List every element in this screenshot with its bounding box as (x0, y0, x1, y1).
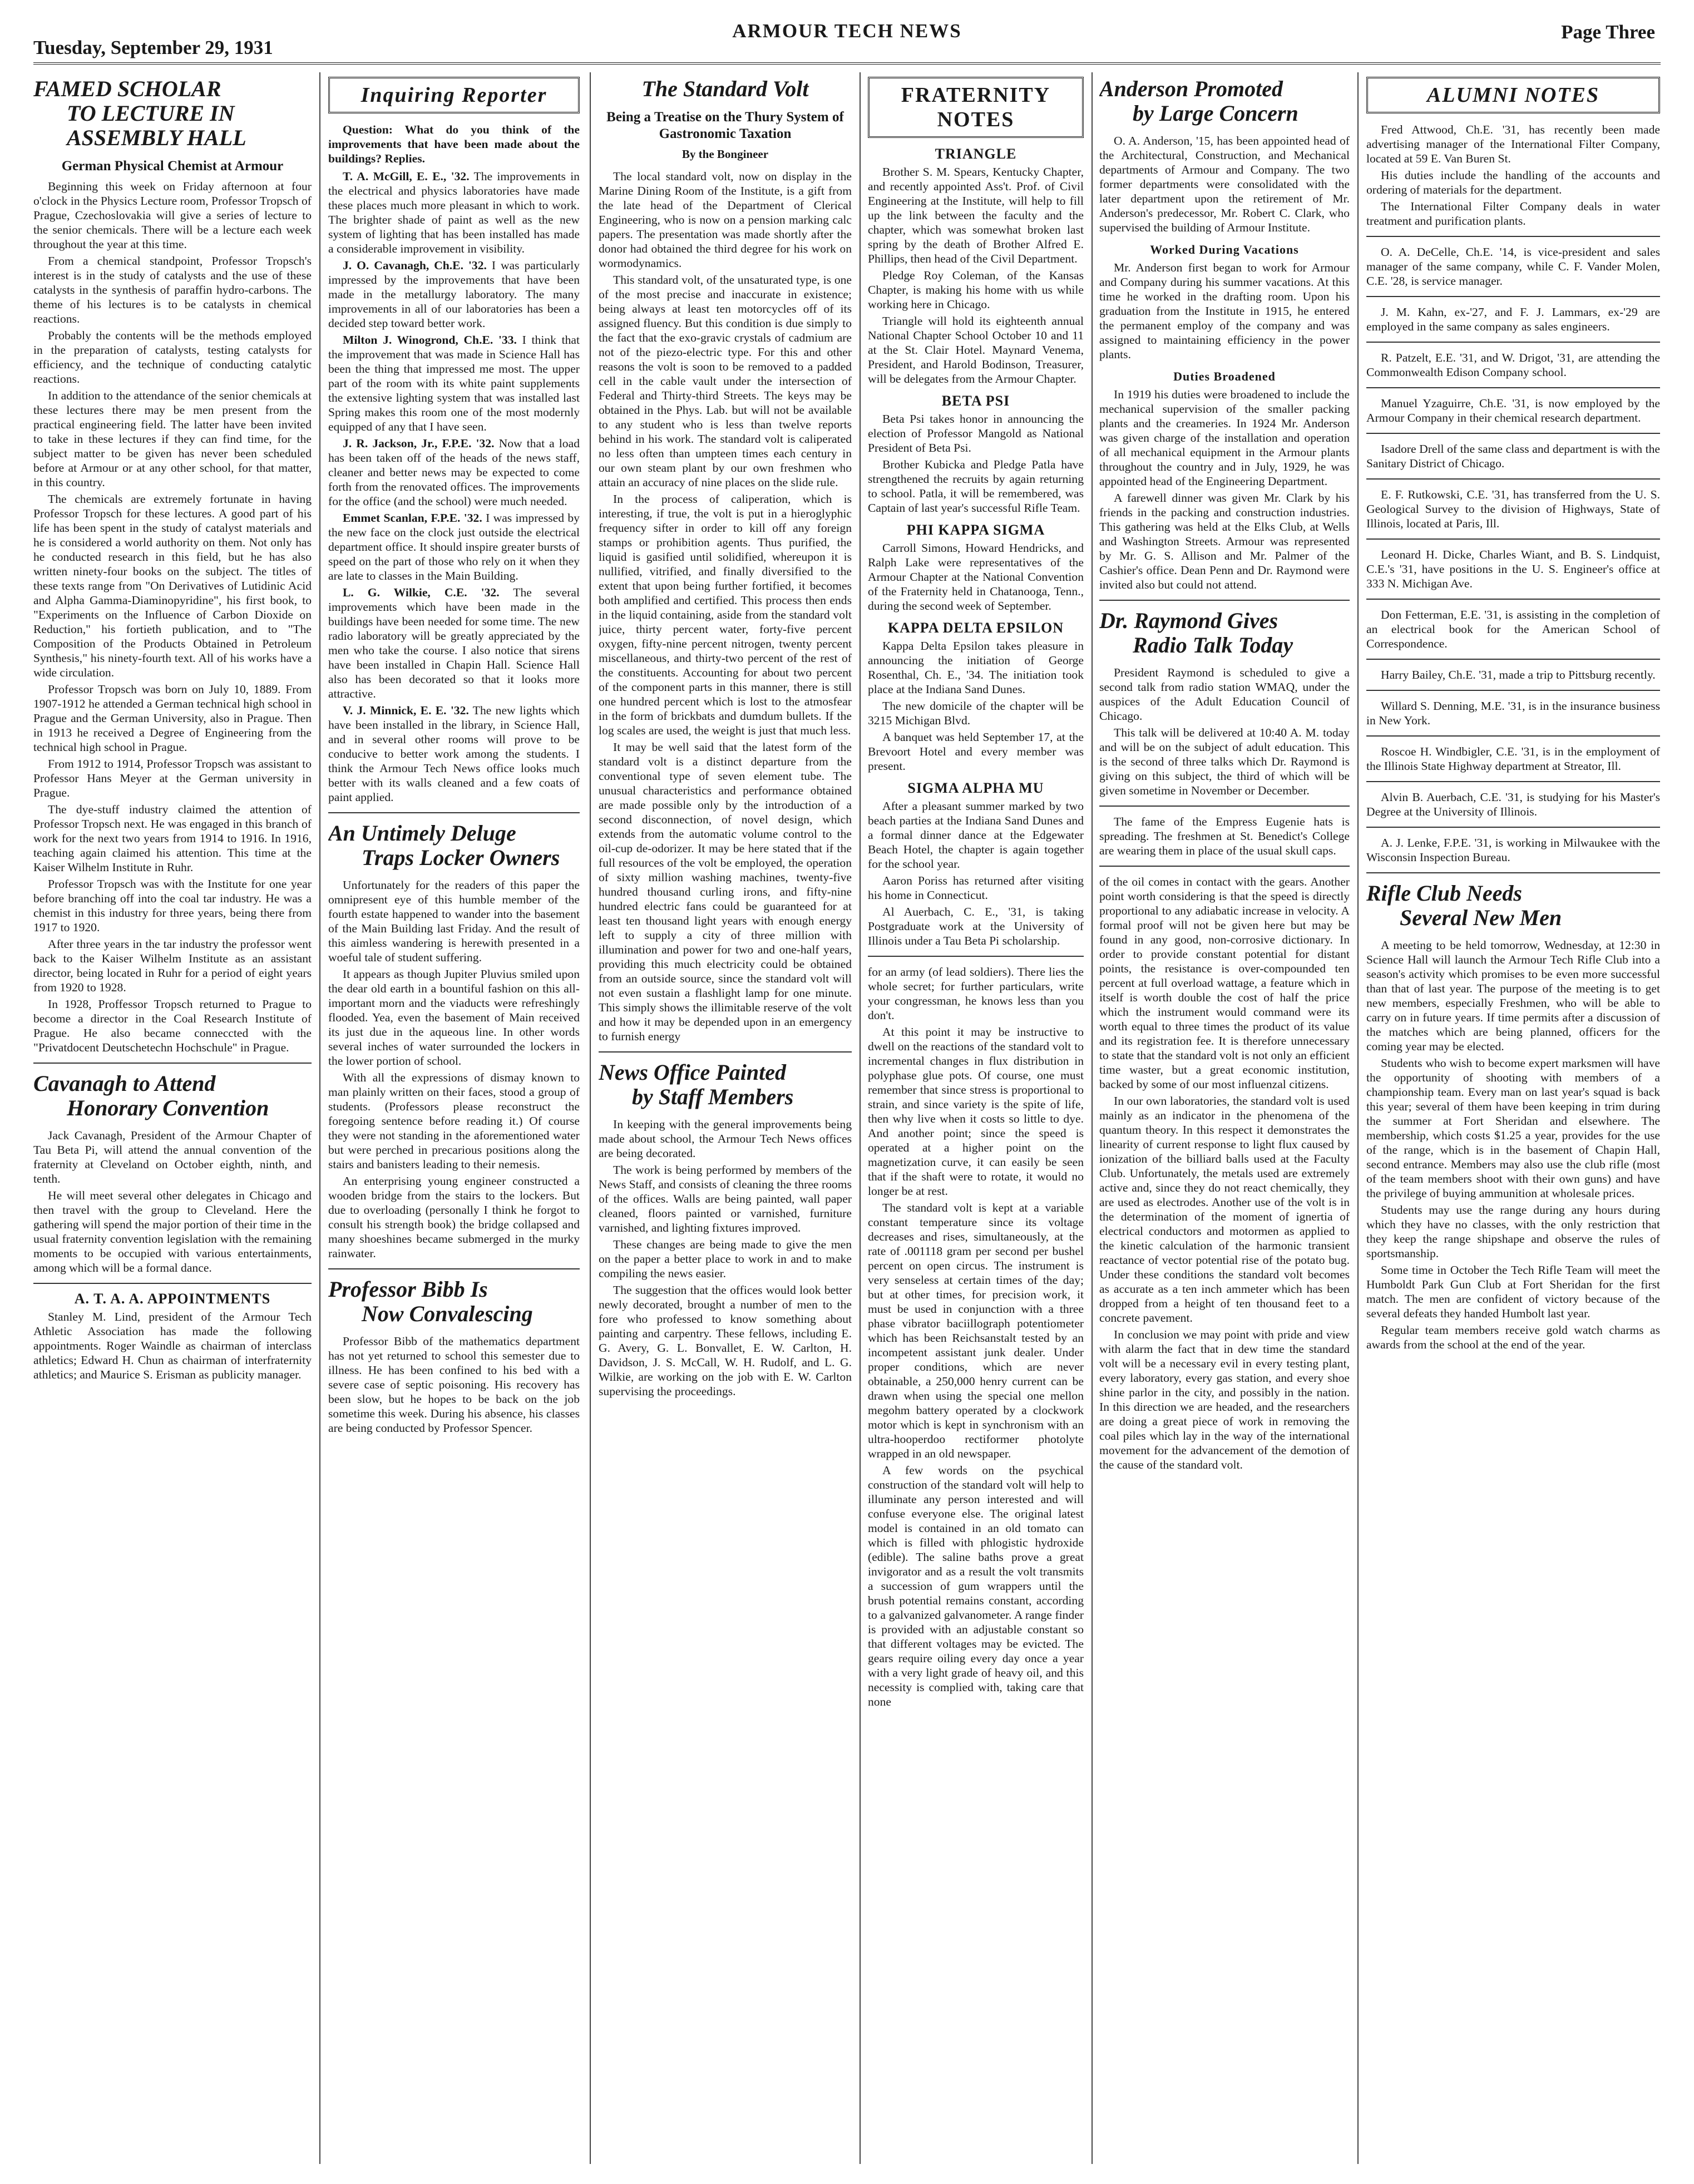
column-6 (1366, 72, 1660, 2164)
alumni-note: Don Fetterman, E.E. '31, is assisting in the completion of an electrical book for the American School of Correspondence. (1366, 608, 1660, 650)
article-paragraph: Mr. Anderson first began to work for Armour and Company during his summer vacations. At this time he worked in the drafting room. Upon his graduation from the Institute in 1915, he entered the permanent employ of the company and was assigned to maintaining efficiency in the power plants. (1099, 261, 1350, 361)
column-divider (590, 72, 591, 2164)
byline: By the Bongineer (681, 147, 769, 161)
alumni-note: E. F. Rutkowski, C.E. '31, has transferred from the U. S. Geological Survey to the division of Highways, State of Illinois, located at Paris, Ill. (1366, 488, 1660, 530)
reply: J. O. Cavanagh, Ch.E. '32. I was particularly impressed by the improvements that have been made in the metallurgy laboratory. The many improvements in all of our laboratories has been a decided step toward better work. (328, 259, 580, 330)
separator (328, 1268, 580, 1269)
alumni-note: Isadore Drell of the same class and department is with the Sanitary District of Chicago. (1366, 442, 1660, 470)
alumni-note: O. A. DeCelle, Ch.E. '14, is vice-president and sales manager of the same company, while C. F. Vander Molen, C.E. '28, is service manager. (1366, 245, 1660, 288)
article-paragraph: The fame of the Empress Eugenie hats is spreading. The freshmen at St. Benedict's College are wearing them in place of the usual skull caps. (1099, 815, 1350, 857)
separator (599, 1051, 852, 1053)
article-paragraph: In 1919 his duties were broadened to include the mechanical supervision of the smaller packing plants and the creameries. In 1924 Mr. Anderson was given charge of the installation and operation of all mechanical equipment in the Armour plants throughout the country and in July, 1929, he was appointed head of the Engineering Department. (1099, 388, 1350, 488)
article-paragraph: Professor Tropsch was born on July 10, 1889. From 1907-1912 he attended a German technical high school in Prague and the German University, also in Prague. Then in 1913 he received a Degree of Engineering from the technical high school in Prague. (33, 683, 312, 754)
separator (1099, 866, 1350, 867)
standard-volt-headline: The Standard Volt (641, 76, 809, 101)
separator (33, 1063, 312, 1064)
article-paragraph: O. A. Anderson, '15, has been appointed head of the Architectural, Construction, and Mechanical departments of Armour and Company. The two former departments were consolidated with the later department upon the retirement of Mr. Anderson's predecessor, Mr. Robert C. Clark, who supervised the building of Armour Institute. (1099, 134, 1350, 234)
article-paragraph: The chemicals are extremely fortunate in having Professor Tropsch for these lectures. A good part of his life has been spent in the study of catalyst materials and he is considered a world authority on them. Not only has he conducted research in this field, but he has also written ninety-four books on the subject. The titles of these texts range from "On Derivatives of Lutidinic Acid and Alpha Gamma-Diaminopyridine", his first book, to "Experiments on the Influence of Carbon Dioxide on Reduction," his fortieth publication, and to "The Composition of the Products Obtained in Petroleum Synthesis," his ninety-fourth text. All of his works have a wide circulation. (33, 492, 312, 679)
article-paragraph: In the process of caliperation, which is interesting, if true, the volt is put in a hieroglyphic frequency sifter in order to kill off any foreign stamps or prohibition agents. Thus purified, the liquid is gasified until solidified, whereupon it is nullified, vitrified, and finally diversified to the extent that upon being further fortified, it becomes both amplified and certified. This process then ends in the liquid containing, aside from the standard volt juice, thirty percent water, forty-five percent oxygen, fifty-nine percent nitrogen, twenty percent miscellaneous, and thirty-two percent of the rest of the constituents. Accounting for about two percent of the component parts in this manner, there is still one hundred percent which is lost to the atmosfear in the form of brickbats and dumdum bullets. If the log scales are used, the weight is just that much less. (599, 492, 852, 737)
article-paragraph: Some time in October the Tech Rifle Team will meet the Humboldt Park Gun Club at Fort Sheridan for the first match. The men are confident of victory because of the several defeats they handed Humbolt last year. (1366, 1263, 1660, 1320)
article-paragraph: The dye-stuff industry claimed the attention of Professor Tropsch next. He was engaged in this branch of work for the next two years from 1914 to 1916. In 1916, teaching again claimed his attention. This time at the Kaiser Wilhelm Institute in Ruhr. (33, 803, 312, 874)
alumni-note: Leonard H. Dicke, Charles Wiant, and B. S. Lindquist, C.E.'s '31, have positions in the U. S. Engineer's office at 333 N. Michigan Ave. (1366, 548, 1660, 590)
separator (1366, 478, 1660, 480)
alumni-note: A. J. Lenke, F.P.E. '31, is working in Milwaukee with the Wisconsin Inspection Bureau. (1366, 836, 1660, 864)
article-paragraph: Students who wish to become expert marksmen will have the opportunity of shooting with members of a championship team. Every man on last year's squad is back this year; several of them have been keeping in trim during the summer at Fort Sheridan and elsewhere. The membership, which costs $1.25 a year, provides for the use of the range, which is in the basement of Chapin Hall, second entrance. Members may also use the club rifle (most of the team members shoot with their own guns) and have the privilege of buying ammunition at wholesale prices. (1366, 1056, 1660, 1200)
article-paragraph: With all the expressions of dismay known to man plainly written on their faces, stood a group of students. (Professors please reconstruct the foregoing sentence before reading it.) Of course they were not standing in the aforementioned water but were perched in precarious positions along the stairs and banisters leading to their nemesis. (328, 1071, 580, 1171)
separator (33, 1283, 312, 1284)
article-paragraph: Unfortunately for the readers of this paper the omnipresent eye of this humble member of the fourth estate happened to wander into the basement of the Main Building last Friday. And the result of this aimless wandering is herewith presented in a woeful tale of student suffering. (328, 878, 580, 964)
article-paragraph: A banquet was held September 17, at the Brevoort Hotel and every member was present. (868, 730, 1084, 773)
article-paragraph: Triangle will hold its eighteenth annual National Chapter School October 10 and 11 at the St. Clair Hotel. Maynard Venema, President, and Harold Bodinson, Treasurer, will be delegates from the Armour Chapter. (868, 314, 1084, 386)
column-divider (1092, 72, 1093, 2164)
subheading: Worked During Vacations (1150, 243, 1299, 256)
article-paragraph: These changes are being made to give the men on the paper a better place to work in and to make compiling the news easier. (599, 1238, 852, 1280)
separator (1366, 296, 1660, 297)
article-paragraph: Pledge Roy Coleman, of the Kansas Chapter, is making his home with us while working here in Chicago. (868, 269, 1084, 311)
issue-date: Tuesday, September 29, 1931 (33, 37, 273, 58)
cavanagh-headline: Cavanagh to Attend Honorary Convention (33, 1071, 269, 1120)
alumni-note: Willard S. Denning, M.E. '31, is in the insurance business in New York. (1366, 699, 1660, 727)
reply: V. J. Minnick, E. E. '32. The new lights which have been installed in the library, in Science Hall, and in several other rooms will prove to be conducive to better work among the students. I think the Armour Tech News office looks much better with its walls cleaned and a few coats of paint applied. (328, 704, 580, 804)
article-paragraph: Brother Kubicka and Pledge Patla have strengthened the recruits by again returning to school. Patla, it will be remembered, was Captain of last year's successful Rifle Team. (868, 458, 1084, 515)
column-divider (860, 72, 861, 2164)
alumni-note: Harry Bailey, Ch.E. '31, made a trip to Pittsburg recently. (1381, 668, 1656, 681)
fraternity-name: BETA PSI (941, 393, 1010, 409)
article-paragraph: The standard volt is kept at a variable constant temperature since its voltage decreases and rises, simultaneously, at the rate of .001118 gram per second per bushel percent on open circus. The instrument is very senseless at certain times of the day; but at other times, for precision work, it must be used in conjunction with a three phase vibrator baciillograph potentiometer which has been Reichsanstalt tested by an incompetent assistant junk dealer. Under proper conditions, which are never obtainable, a 250,000 henry current can be drawn when using the special one mellon megohm battery operated by a clockwork motor which is kept in synchronism with an ultra-hooperdoo rectiformer photolyte wrapped in an old newspaper. (868, 1201, 1084, 1460)
separator (1366, 538, 1660, 540)
article-paragraph: He will meet several other delegates in Chicago and then travel with the group to Cleveland. Here the gathering will spend the major portion of their time in the usual fraternity convention legislation with the remaining moments to be occupied with various entertainments, among which will be a formal dance. (33, 1189, 312, 1274)
article-paragraph: After a pleasant summer marked by two beach parties at the Indiana Sand Dunes and a formal dinner dance at the Edgewater Beach Hotel, the chapter is again together for the school year. (868, 799, 1084, 871)
alumni-note: Fred Attwood, Ch.E. '31, has recently been made advertising manager of the International Filter Company, located at 59 E. Van Buren St. (1366, 123, 1660, 165)
standard-volt-subhead: Being a Treatise on the Thury System of Gastronomic Taxation (606, 110, 844, 141)
alumni-notes-headline: ALUMNI NOTES (1366, 77, 1660, 113)
article-paragraph: An enterprising young engineer constructed a wooden bridge from the stairs to the lockers. But due to overloading (personally I think he forgot to consult his strength book) the bridge collapsed and many shoeshines became submerged in the murky rainwater. (328, 1174, 580, 1260)
subheading: Duties Broadened (1173, 369, 1276, 383)
article-paragraph: In conclusion we may point with pride and view with alarm the fact that in dew time the standard volt will be a necessary evil in every testing plant, every laboratory, every gas station, and every shoe shine parlor in the city, and possibly in the nation. In this direction we are headed, and the researchers are doing a great piece of work in removing the coal piles which lay in the way of the international movement for the advancement of the demotion of the cause of the standard volt. (1099, 1328, 1350, 1471)
article-paragraph: The suggestion that the offices would look better newly decorated, brought a number of men to the fore who professed to know something about painting and carpentry. These fellows, including E. G. Avery, G. L. Bonvallet, E. W. Carlton, H. Davidson, J. S. McCall, W. H. Rudolf, and L. G. Wilkie, are working on the job with E. W. Carlton supervising the proceedings. (599, 1283, 852, 1398)
article-paragraph: Students may use the range during any hours during which they have no classes, with the only restriction that they keep the range shipshape and observe the rules of sportsmanship. (1366, 1203, 1660, 1260)
article-paragraph: Al Auerbach, C. E., '31, is taking Postgraduate work at the University of Illinois under a Tau Beta Pi scholarship. (868, 905, 1084, 947)
article-paragraph: Professor Tropsch was with the Institute for one year before branching off into the coal tar industry. He was a chemist in this industry for three years, being there from 1917 to 1920. (33, 877, 312, 934)
separator (1366, 827, 1660, 828)
raymond-headline: Dr. Raymond Gives Radio Talk Today (1099, 608, 1293, 658)
article-paragraph: This talk will be delivered at 10:40 A. M. today and will be on the subject of adult education. This is the second of three talks which Dr. Raymond is giving on this subject, the third of which will be given sometime in November or December. (1099, 726, 1350, 797)
article-paragraph: Beta Psi takes honor in announcing the election of Professor Mangold as National President of Beta Psi. (868, 412, 1084, 454)
article-paragraph: Brother S. M. Spears, Kentucky Chapter, and recently appointed Ass't. Prof. of Civil Engineering at the Institute, will help to fill up the link between the faculty and the chapter, which was somewhat broken last spring by the death of Brother Alfred E. Phillips, then head of the Civil Department. (868, 165, 1084, 265)
article-paragraph: Carroll Simons, Howard Hendricks, and Ralph Lake were representatives of the Armour Chapter at the National Convention of the Fraternity held in Chatanooga, Tenn., during the second week of September. (868, 541, 1084, 612)
article-paragraph: In addition to the attendance of the senior chemicals at these lectures there may be men present from the practical engineering field. The latter have been invited to take in these lectures if they can find time, for the subject matter to be given has never been scheduled before at Armour or at any other school, for that matter, in this country. (33, 389, 312, 489)
separator (868, 956, 1084, 957)
separator (1366, 659, 1660, 660)
article-paragraph: From a chemical standpoint, Professor Tropsch's interest is in the study of catalysts and the use of these catalysts in the synthesis of paraffin hydro-carbons. The theme of his lectures is to be catalysts in chemical reactions. (33, 254, 312, 325)
article-paragraph: A meeting to be held tomorrow, Wednesday, at 12:30 in Science Hall will launch the Armour Tech Rifle Club into a season's activity which promises to be even more successful than that of last year. The purpose of the meeting is to get new members, especially Freshmen, who will be able to carry on in future years. If time permits after a discussion of the matches which are being planned, officers for the coming year may be elected. (1366, 938, 1660, 1053)
bibb-headline: Professor Bibb Is Now Convalescing (328, 1277, 533, 1326)
inquiring-reporter-headline: Inquiring Reporter (328, 77, 580, 113)
article-paragraph: After three years in the tar industry the professor went back to the Kaiser Wilhelm Institute as an assistant director, being located in Ruhr for a period of eight years from 1920 to 1928. (33, 937, 312, 994)
article-paragraph: Regular team members receive gold watch charms as awards from the school at the end of the year. (1366, 1323, 1660, 1351)
separator (1366, 735, 1660, 737)
fraternity-name: SIGMA ALPHA MU (907, 780, 1044, 796)
article-paragraph: Kappa Delta Epsilon takes pleasure in announcing the initiation of George Rosenthal, Ch. E., '34. The initiation took place at the Indiana Sand Dunes. (868, 639, 1084, 696)
article-paragraph: President Raymond is scheduled to give a second talk from radio station WMAQ, under the auspices of the Adult Education Council of Chicago. (1099, 666, 1350, 723)
separator (1366, 387, 1660, 388)
article-paragraph: At this point it may be instructive to dwell on the reactions of the standard volt to incremental changes in flux distribution in polyphase glue pots. Of course, one must remember that since stress is proportional to strain, and since variety is the spite of life, then why live when it costs so little to dye. And another point; since the speed is operated at a higher point on the magnetization curve, it can easily be seen that if the shaft were to rotate, it would no longer be at rest. (868, 1025, 1084, 1198)
separator (328, 812, 580, 813)
anderson-headline: Anderson Promoted by Large Concern (1099, 76, 1298, 126)
reply: Emmet Scanlan, F.P.E. '32. I was impressed by the new face on the clock just outside the electrical department office. It should inspire greater bursts of speed on the part of those who rely on it when they are late to classes in the Main Building. (328, 511, 580, 582)
fraternity-name: TRIANGLE (935, 146, 1017, 162)
article-paragraph: The work is being performed by members of the News Staff, and consists of cleaning the three rooms of the offices. Walls are being painted, wall paper cleaned, floors painted or varnished, furniture varnished, and lighting fixtures improved. (599, 1163, 852, 1234)
article-paragraph: Jack Cavanagh, President of the Armour Chapter of Tau Beta Pi, will attend the annual convention of the fraternity at Cleveland on October eighth, ninth, and tenth. (33, 1129, 312, 1185)
separator (1366, 690, 1660, 691)
article-paragraph: A farewell dinner was given Mr. Clark by his friends in the packing and construction industries. This gathering was held at the Elks Club, at Wells and Washington Streets. Armour was represented by Mr. G. S. Allison and Mr. Palmer of the Cashier's office. Dean Penn and Dr. Raymond were invited also but could not attend. (1099, 491, 1350, 591)
article-paragraph: It may be well said that the latest form of the standard volt is a distinct departure from the conventional type of seven element tube. The unusual characteristics and performance obtained are made possible only by the introduction of a second disconnection, of novel design, which extends from the automatic volume control to the oil-cup de-odorizer. It may be here stated that if the full resources of the volt be employed, the operation of sixty million washing machines, twenty-five hundred thousand curling irons, and fifty-nine hundred electric fans could be guaranteed for at least ten thousand light years with enough energy left to supply a city of three million with illumination and power for two and one-half years, providing this much electricity could be obtained from an outside source, since the standard volt will not even sustain a flashlight lamp for one minute. This simply shows the illimitable reserve of the volt and how it may be depended upon in an emergency to furnish energy (599, 740, 852, 1043)
masthead-rule (33, 62, 1661, 65)
ataa-heading: A. T. A. A. APPOINTMENTS (74, 1291, 271, 1307)
column-2 (328, 72, 580, 2164)
separator (1099, 600, 1350, 601)
separator (1366, 342, 1660, 343)
reply: T. A. McGill, E. E., '32. The improvements in the electrical and physics laboratories have made these places much more pleasant in which to work. The brighter shade of paint as well as the new system of lighting that has been installed has made a considerable improvement in visibility. (328, 170, 580, 255)
alumni-note: The International Filter Company deals in water treatment and purification plants. (1366, 200, 1660, 228)
column-4 (868, 72, 1084, 2164)
article-paragraph: Professor Bibb of the mathematics department has not yet returned to school this semester due to illness. He has been confined to his bed with a severe case of septic poisoning. His recovery has been slow, but he hopes to be back on the job sometime this week. During his absence, his classes are being conducted by Professor Spencer. (328, 1335, 580, 1435)
article-paragraph: Stanley M. Lind, president of the Armour Tech Athletic Association has made the following appointments. Roger Waindle as chairman of interclass athletics; Edward H. Chun as chairman of interfraternity athletics; and Maurice S. Erisman as publicity manager. (33, 1310, 312, 1381)
fraternity-notes-headline: FRATERNITY NOTES (868, 77, 1084, 138)
column-3 (599, 72, 852, 2164)
article-paragraph: Probably the contents will be the methods employed in the preparation of catalysts, testing catalysts for efficiency, and the technique of conducting catalytic reactions. (33, 329, 312, 386)
separator (1099, 806, 1350, 807)
news-office-headline: News Office Painted by Staff Members (599, 1060, 794, 1109)
column-1 (33, 72, 312, 2164)
famed-scholar-subhead: German Physical Chemist at Armour (61, 159, 284, 174)
alumni-note: J. M. Kahn, ex-'27, and F. J. Lammars, ex-'29 are employed in the same company as sales engineers. (1366, 305, 1660, 333)
article-paragraph: From 1912 to 1914, Professor Tropsch was assistant to Professor Hans Meyer at the German university in Prague. (33, 757, 312, 799)
reply: Milton J. Winogrond, Ch.E. '33. I think that the improvement that was made in Science Hall has been the thing that impressed me most. The upper part of the room with its white paint supplements the extensive lighting system that was installed last Spring makes this room one of the most modernly equipped of any that I have seen. (328, 333, 580, 433)
fraternity-name: PHI KAPPA SIGMA (906, 522, 1045, 538)
masthead: ARMOUR TECH NEWS (732, 20, 962, 42)
alumni-note: Roscoe H. Windbigler, C.E. '31, is in the employment of the Illinois State Highway department at Streator, Ill. (1366, 745, 1660, 773)
page-number: Page Three (1561, 21, 1655, 43)
article-paragraph: Beginning this week on Friday afternoon at four o'clock in the Physics Lecture room, Professor Tropsch of Prague, Czechoslovakia will give a series of lecture to the senior chemicals. There will be a lecture each week throughout the year at this time. (33, 180, 312, 251)
column-5 (1099, 72, 1350, 2164)
separator (1366, 872, 1660, 873)
rifle-club-headline: Rifle Club Needs Several New Men (1366, 881, 1562, 930)
alumni-note: Manuel Yzaguirre, Ch.E. '31, is now employed by the Armour Company in their chemical research department. (1366, 397, 1660, 424)
article-paragraph: of the oil comes in contact with the gears. Another point worth considering is that the speed is directly proportional to any adiabatic increase in velocity. A formal proof will not be given here but may be found in any good, non-corrosive dictionary. In order to provide constant potential for distant points, the resistance is over-compounded ten percent at full overload wattage, a feature which in itself is worth double the cost of half the price which the instrument would command were its worth equal to three times the product of its value and its registration fee. It is therefore unnecessary to state that the standard volt is not only an efficient time waster, but a great economic institution, backed by some of our most influenzal citizens. (1099, 875, 1350, 1091)
separator (1366, 236, 1660, 237)
separator (1366, 433, 1660, 434)
reply: J. R. Jackson, Jr., F.P.E. '32. Now that a load has been taken off of the heads of the news staff, cleaner and better news may be expected to come forth from the renovated offices. The improvements for the office (and the school) were much needed. (328, 437, 580, 508)
reply: L. G. Wilkie, C.E. '32. The several improvements which have been made in the buildings have been needed for some time. The new radio laboratory will be greatly appreciated by the men who take the course. I also notice that sirens have been installed in Chapin Hall. Science Hall also has been decorated so that it looks more attractive. (328, 586, 580, 700)
reporter-question: Question: What do you think of the improvements that have been made about the buildings? Replies. (328, 123, 580, 165)
article-paragraph: It appears as though Jupiter Pluvius smiled upon the dear old earth in a bountiful fashion on this all-important morn and the viaducts were refreshingly flooded. Yea, even the basement of Main received its just due in the aqueous line. In other words several inches of water surrounded the lockers in the lower portion of school. (328, 967, 580, 1068)
fraternity-name: KAPPA DELTA EPSILON (887, 620, 1064, 636)
article-paragraph: In our own laboratories, the standard volt is used mainly as an indicator in the phenomena of the quantum theory. In this respect it demonstrates the linearity of current response to light flux caused by ionization of the billiard balls used at the Faculty Club. Unfortunately, the metals used are extremely active and, since they do not react chemically, they are used as electrodes. Another use of the volt is in the determination of the moment of ignertia of electrical conductors and motormen as applied to the kinetic calculation of the harmonic transient reactance of vector potential rise of the potato bug. Under these conditions the standard volt becomes as accurate as a ten inch ammeter which has been dropped from a height of ten thousand feet to a concrete pavement. (1099, 1094, 1350, 1325)
article-paragraph: for an army (of lead soldiers). There lies the whole secret; for further particulars, write your congressman, he knows less than you don't. (868, 965, 1084, 1022)
alumni-note: His duties include the handling of the accounts and ordering of materials for the department. (1366, 169, 1660, 196)
article-paragraph: The local standard volt, now on display in the Marine Dining Room of the Institute, is a gift from the late head of the Department of Clerical Engineering, who is now on a pension marking calc papers. The presentation was made shortly after the donor had obtained the third degree for his work on wormodynamics. (599, 170, 852, 270)
deluge-headline: An Untimely Deluge Traps Locker Owners (328, 821, 560, 870)
alumni-note: R. Patzelt, E.E. '31, and W. Drigot, '31, are attending the Commonwealth Edison Company school. (1366, 351, 1660, 379)
article-paragraph: In 1928, Proffessor Tropsch returned to Prague to become a director in the Coal Research Institute of Prague. He also became conneccted with the "Privatdocent Deutschetechn Hochschule" in Prague. (33, 997, 312, 1054)
column-divider (319, 72, 320, 2164)
article-paragraph: A few words on the psychical construction of the standard volt will help to illuminate any person interested and will confuse everyone else. The original latest model is contained in an old tomato can which is filled with phlogistic hydroxide (edible). The saline baths prove a great invigorator and as a result the volt transmits a succession of gum wrappers until the brush potential remains constant, according to a galvanized galvanometer. A range finder is provided with an adjustable constant so that different voltages may be evicted. The gears require oiling every day once a year with a very light grade of heavy oil, and this necessity is complied with, taking care that none (868, 1464, 1084, 1708)
article-paragraph: The new domicile of the chapter will be 3215 Michigan Blvd. (868, 699, 1084, 727)
article-paragraph: Aaron Poriss has returned after visiting his home in Connecticut. (868, 874, 1084, 902)
separator (1366, 599, 1660, 600)
article-paragraph: This standard volt, of the unsaturated type, is one of the most precise and inaccurate in existence; being always at least ten motorcycles off of its assigned fluency. But this condition is due simply to the fact that the exo-gravic crystals of cadmium are not of the piezo-electric type. For this and other reasons the volt is soon to be removed to a padded cell in the cable vault under the intersection of Federal and Thirty-third Streets. The keys may be obtained in the Phys. Lab. but will not be available to any student who is less than twelve reports behind in his work. The standard volt is caliperated no less often than umpteen times each century in our own steam plant by our own freshmen who attain an accuracy of nine places on the slide rule. (599, 273, 852, 489)
alumni-note: Alvin B. Auerbach, C.E. '31, is studying for his Master's Degree at the University of Illinois. (1366, 790, 1660, 818)
article-paragraph: In keeping with the general improvements being made about school, the Armour Tech News offices are being decorated. (599, 1118, 852, 1160)
famed-scholar-headline: FAMED SCHOLAR TO LECTURE IN ASSEMBLY HALL (33, 76, 246, 150)
separator (1366, 781, 1660, 782)
column-divider (1357, 72, 1359, 2164)
